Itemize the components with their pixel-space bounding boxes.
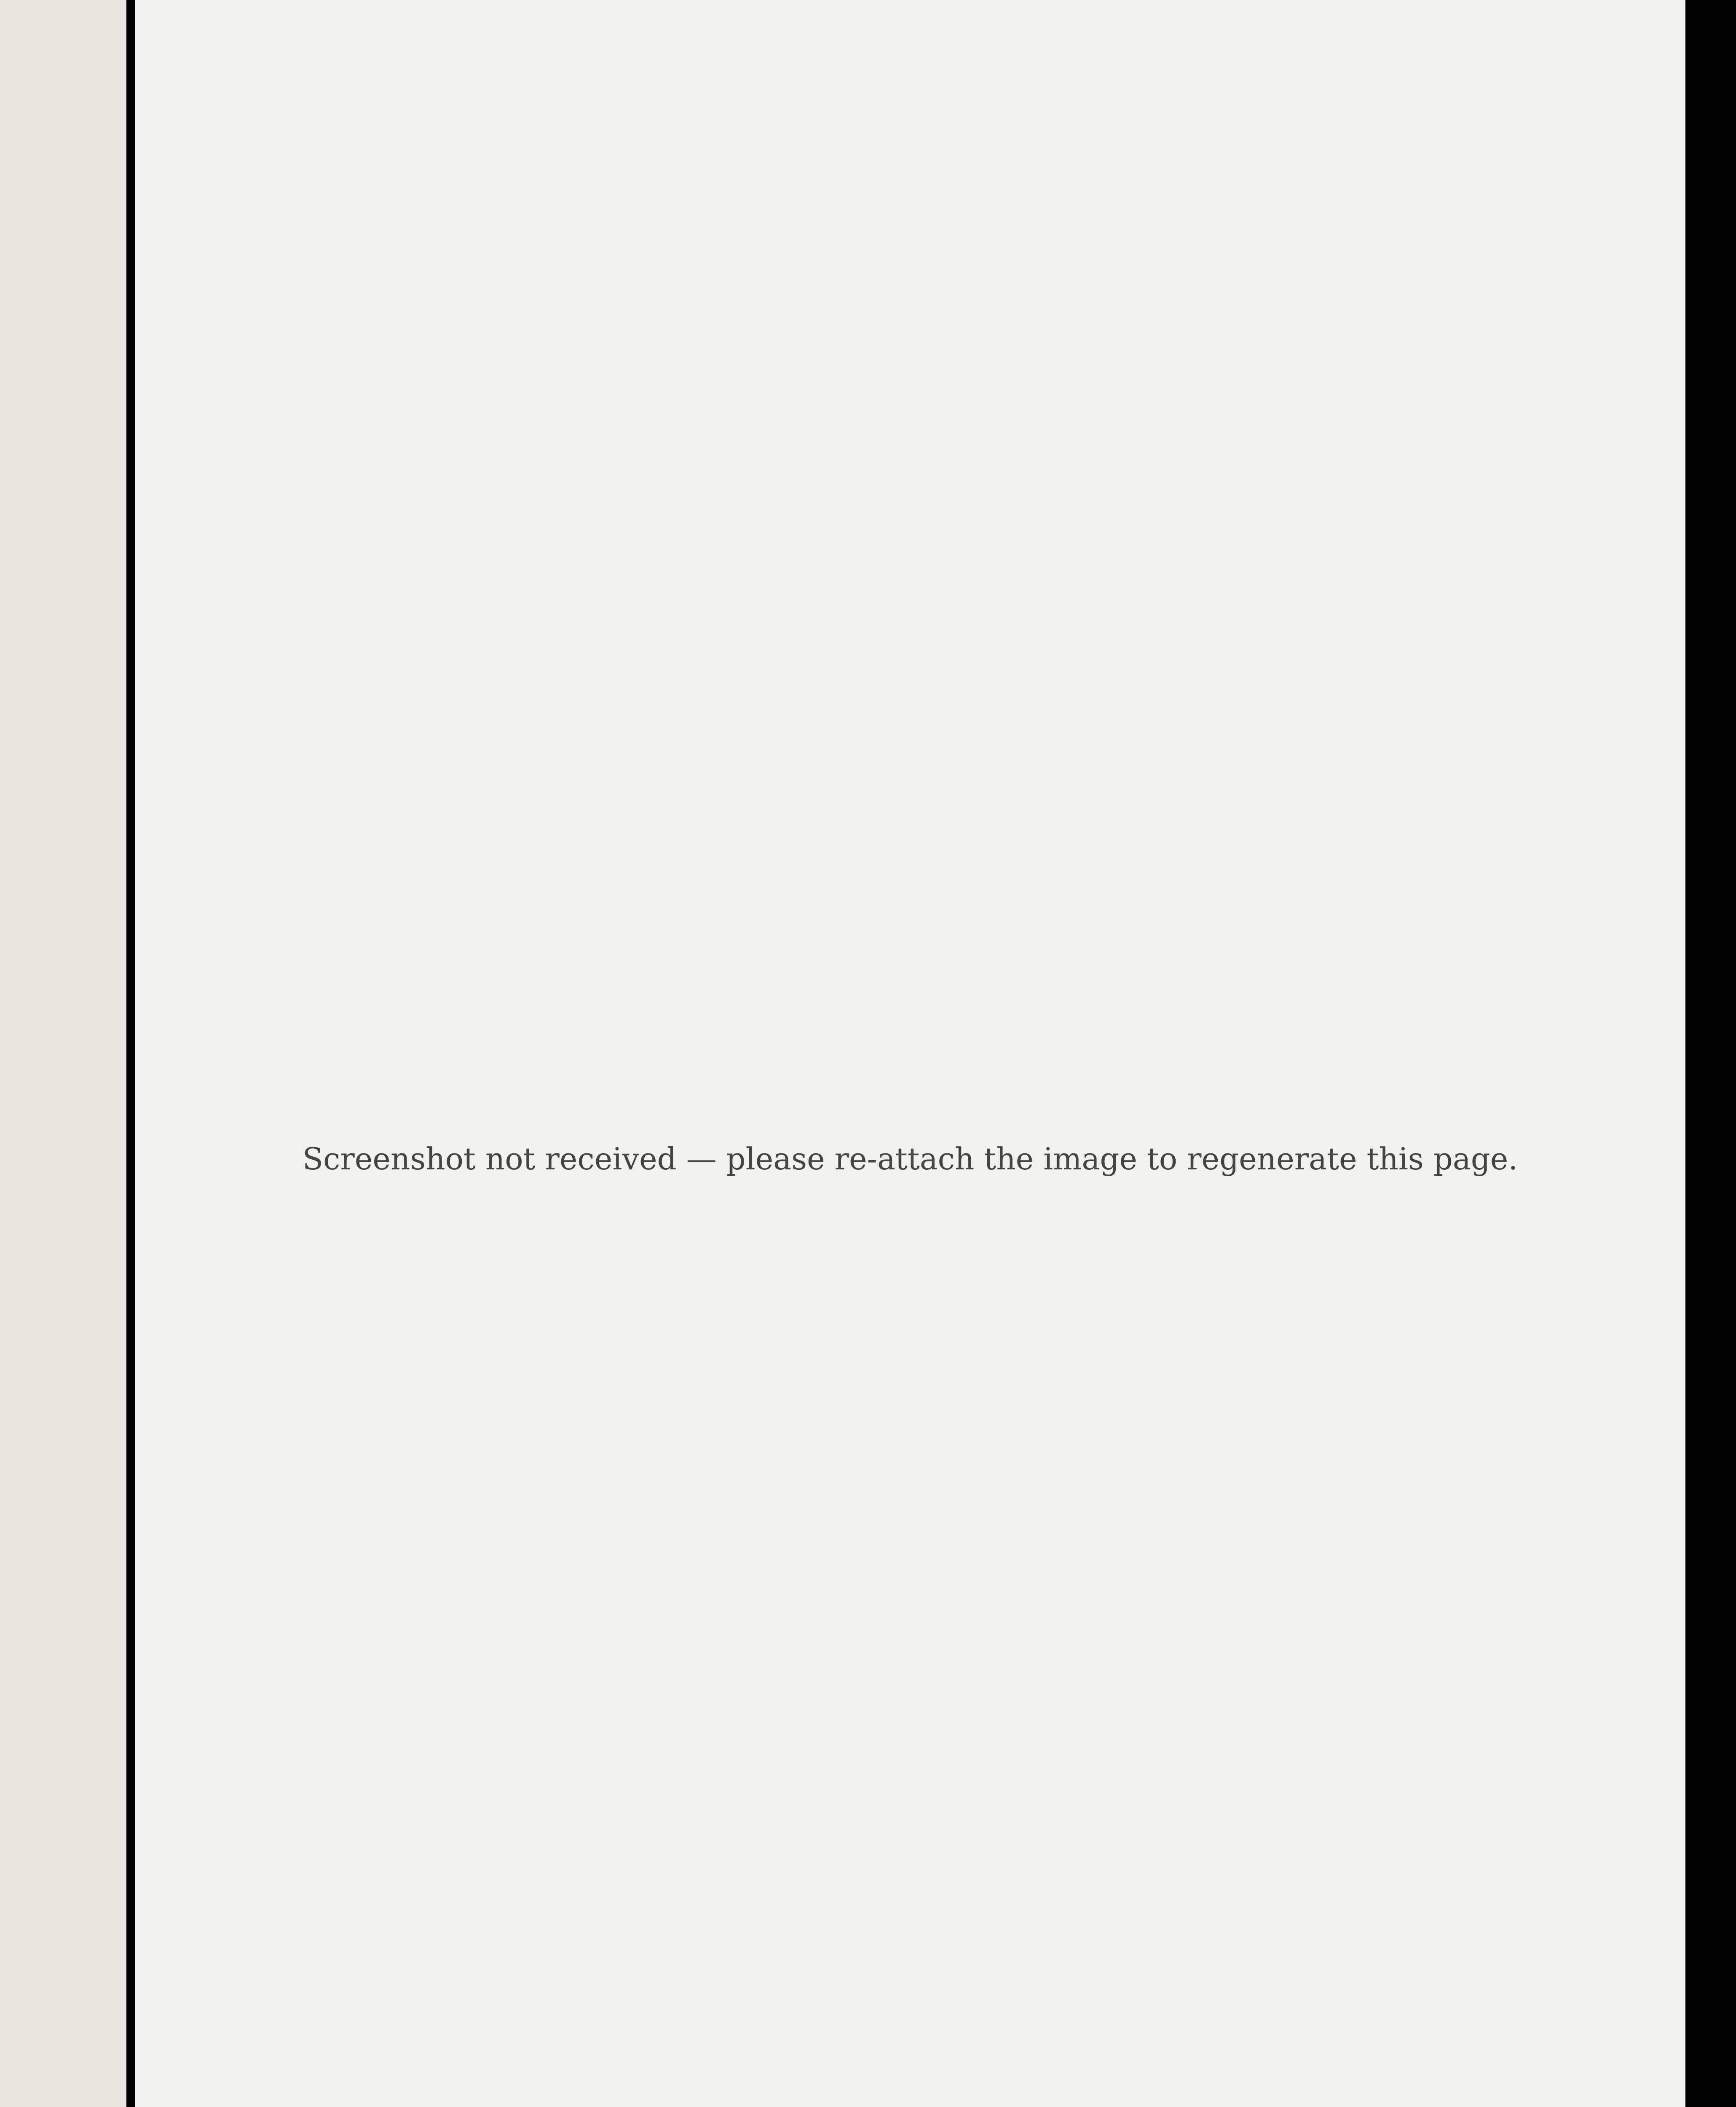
missing-image-note: Screenshot not received — please re-attach the image to regenerate this page. — [302, 1141, 1518, 1177]
previous-page-edge — [0, 0, 126, 2107]
page — [135, 0, 1685, 2107]
